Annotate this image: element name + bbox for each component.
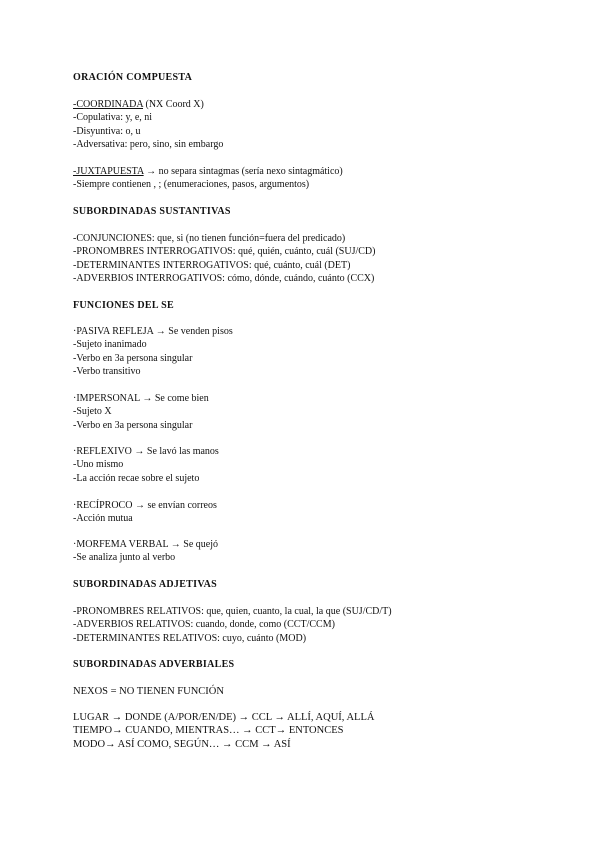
se-group-heading: ·IMPERSONAL → Se come bien <box>73 393 209 404</box>
list-item: -CONJUNCIONES: que, si (no tienen función=fuera del predicado) <box>73 233 346 244</box>
section-adverbiales <box>73 658 573 671</box>
yuxtapuesta-label: -JUXTAPUESTA <box>73 166 144 177</box>
se-group-impersonal <box>73 392 573 432</box>
list-item: -Verbo transitivo <box>73 366 141 378</box>
se-group-reflexivo <box>73 445 573 485</box>
yuxtapuesta-heading <box>73 165 573 178</box>
section-title: ORACIÓN COMPUESTA <box>73 72 193 83</box>
adverbiales-nexos <box>73 685 573 698</box>
list-item: -Se analiza junto al verbo <box>73 552 176 564</box>
section-title: FUNCIONES DEL SE <box>73 300 174 311</box>
section-funciones-se <box>73 299 573 312</box>
section-title: SUBORDINADAS ADJETIVAS <box>73 579 217 590</box>
section-oracion-compuesta <box>73 71 573 84</box>
list-item: -DETERMINANTES INTERROGATIVOS: qué, cuánto, cuál (DET) <box>73 259 351 271</box>
coordinada-heading <box>73 98 573 111</box>
se-group-heading: ·PASIVA REFLEJA → Se venden pisos <box>73 326 233 337</box>
se-group-reciproco <box>73 499 573 526</box>
list-item: TIEMPO→ CUANDO, MIENTRAS… → CCT→ ENTONCES <box>73 725 344 737</box>
list-item: -Verbo en 3a persona singular <box>73 352 193 364</box>
list-item: -Disyuntiva: o, u <box>73 125 141 137</box>
list-item: -PRONOMBRES RELATIVOS: que, quien, cuanto, la cual, la que (SUJ/CD/T) <box>73 606 392 617</box>
adverbiales-list <box>73 711 573 751</box>
section-title: SUBORDINADAS SUSTANTIVAS <box>73 206 231 217</box>
se-group-pasiva-refleja <box>73 325 573 379</box>
coordinada-label: -COORDINADA <box>73 99 143 110</box>
se-group-heading: ·MORFEMA VERBAL → Se quejó <box>73 539 219 550</box>
list-item: -Sujeto inanimado <box>73 339 147 351</box>
yuxtapuesta-group <box>73 165 573 192</box>
section-sustantivas <box>73 205 573 218</box>
list-item: -Copulativa: y, e, ni <box>73 112 153 124</box>
list-item: -Acción mutua <box>73 513 133 525</box>
section-adjetivas <box>73 578 573 591</box>
coordinada-group <box>73 98 573 152</box>
list-item: -ADVERBIOS RELATIVOS: cuando, donde, como (CCT/CCM) <box>73 619 335 631</box>
list-item: -DETERMINANTES RELATIVOS: cuyo, cuánto (MOD) <box>73 632 307 644</box>
list-item: MODO→ ASÍ COMO, SEGÚN… → CCM → ASÍ <box>73 738 291 750</box>
list-item: -Uno mismo <box>73 459 124 471</box>
nexos-line: NEXOS = NO TIENEN FUNCIÓN <box>73 686 224 697</box>
list-item: -Verbo en 3a persona singular <box>73 419 193 431</box>
se-group-morfema-verbal <box>73 538 573 565</box>
list-item: -PRONOMBRES INTERROGATIVOS: qué, quién, cuánto, cuál (SUJ/CD) <box>73 246 376 258</box>
section-title: SUBORDINADAS ADVERBIALES <box>73 659 235 670</box>
sustantivas-list <box>73 232 573 286</box>
adjetivas-list <box>73 605 573 645</box>
list-item: -Adversativa: pero, sino, sin embargo <box>73 139 224 151</box>
list-item: -Siempre contienen , ; (enumeraciones, pasos, argumentos) <box>73 179 310 191</box>
se-group-heading: ·RECÍPROCO → se envían correos <box>73 500 217 511</box>
coordinada-note: (NX Coord X) <box>143 99 204 110</box>
list-item: LUGAR → DONDE (A/POR/EN/DE) → CCL → ALLÍ, AQUÍ, ALLÁ <box>73 712 375 723</box>
se-group-heading: ·REFLEXIVO → Se lavó las manos <box>73 446 219 457</box>
list-item: -La acción recae sobre el sujeto <box>73 472 200 484</box>
yuxtapuesta-note: → no separa sintagmas (sería nexo sintagmático) <box>143 166 343 177</box>
list-item: -Sujeto X <box>73 406 112 418</box>
list-item: -ADVERBIOS INTERROGATIVOS: cómo, dónde, cuándo, cuánto (CCX) <box>73 273 375 285</box>
